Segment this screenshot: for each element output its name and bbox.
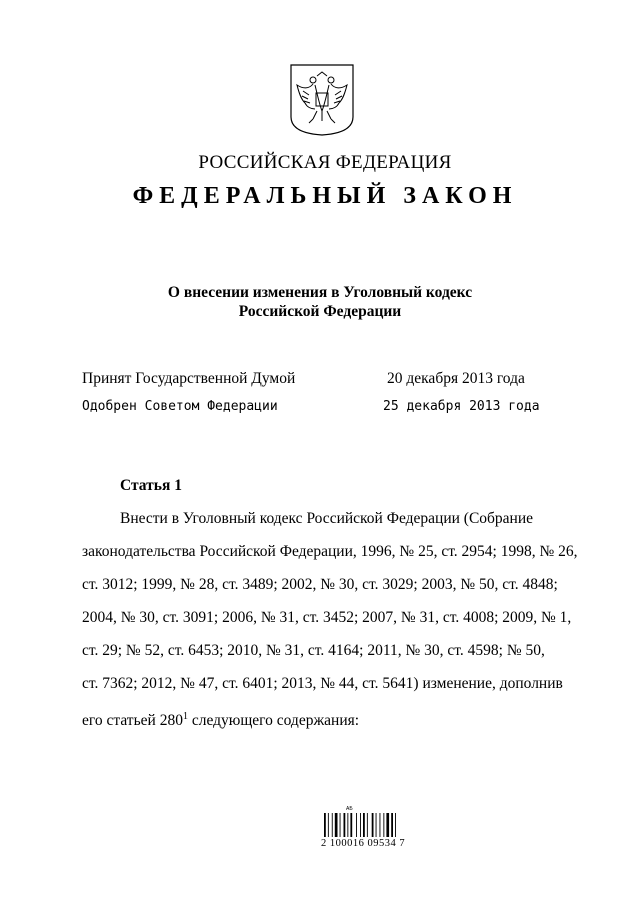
barcode-number: 2 100016 09534 7 [321,838,406,849]
country-name: РОССИЙСКАЯ ФЕДЕРАЦИЯ [198,152,452,173]
article-line-4: 2004, № 30, ст. 3091; 2006, № 31, ст. 3452; 2007, № 31, ст. 4008; 2009, № 1, [82,609,572,626]
article-line-1: Внести в Уголовный кодекс Российской Федерации (Собрание [120,510,534,527]
article-line-7 [82,700,578,737]
svg-text:АБ: АБ [346,806,353,812]
article-line-5: ст. 29; № 52, ст. 6453; 2010, № 31, ст. 4164; 2011, № 30, ст. 4598; № 50, [82,642,545,659]
article-line-2: законодательства Российской Федерации, 1996, № 25, ст. 2954; 1998, № 26, [82,543,578,560]
article-line-6: ст. 7362; 2012, № 47, ст. 6401; 2013, № 44, ст. 5641) изменение, дополнив [82,675,563,692]
article-paragraph-continued [82,535,578,737]
law-title [0,283,640,321]
russian-coat-of-arms-emblem [289,63,355,136]
document-type: ФЕДЕРАЛЬНЫЙ ЗАКОН [132,183,518,209]
article-number-superscript: 1 [182,711,188,722]
article-paragraph [120,502,569,535]
law-title-line-2: Российской Федерации [238,303,402,320]
council-approval-label: Одобрен Советом Федерации [82,399,278,414]
article-line-7-text: его статьей 280 [82,712,183,730]
law-title-line-1: О внесении изменения в Уголовный кодекс [167,284,473,301]
article-line-3: ст. 3012; 1999, № 28, ст. 3489; 2002, № 30, ст. 3029; 2003, № 50, ст. 4848; [82,576,558,593]
article-line-7-text-end: следующего содержания: [187,712,360,730]
article-heading: Статья 1 [120,477,182,494]
duma-adoption-date: 20 декабря 2013 года [387,370,525,387]
council-approval-date: 25 декабря 2013 года [383,399,540,414]
duma-adoption-label: Принят Государственной Думой [82,370,296,387]
